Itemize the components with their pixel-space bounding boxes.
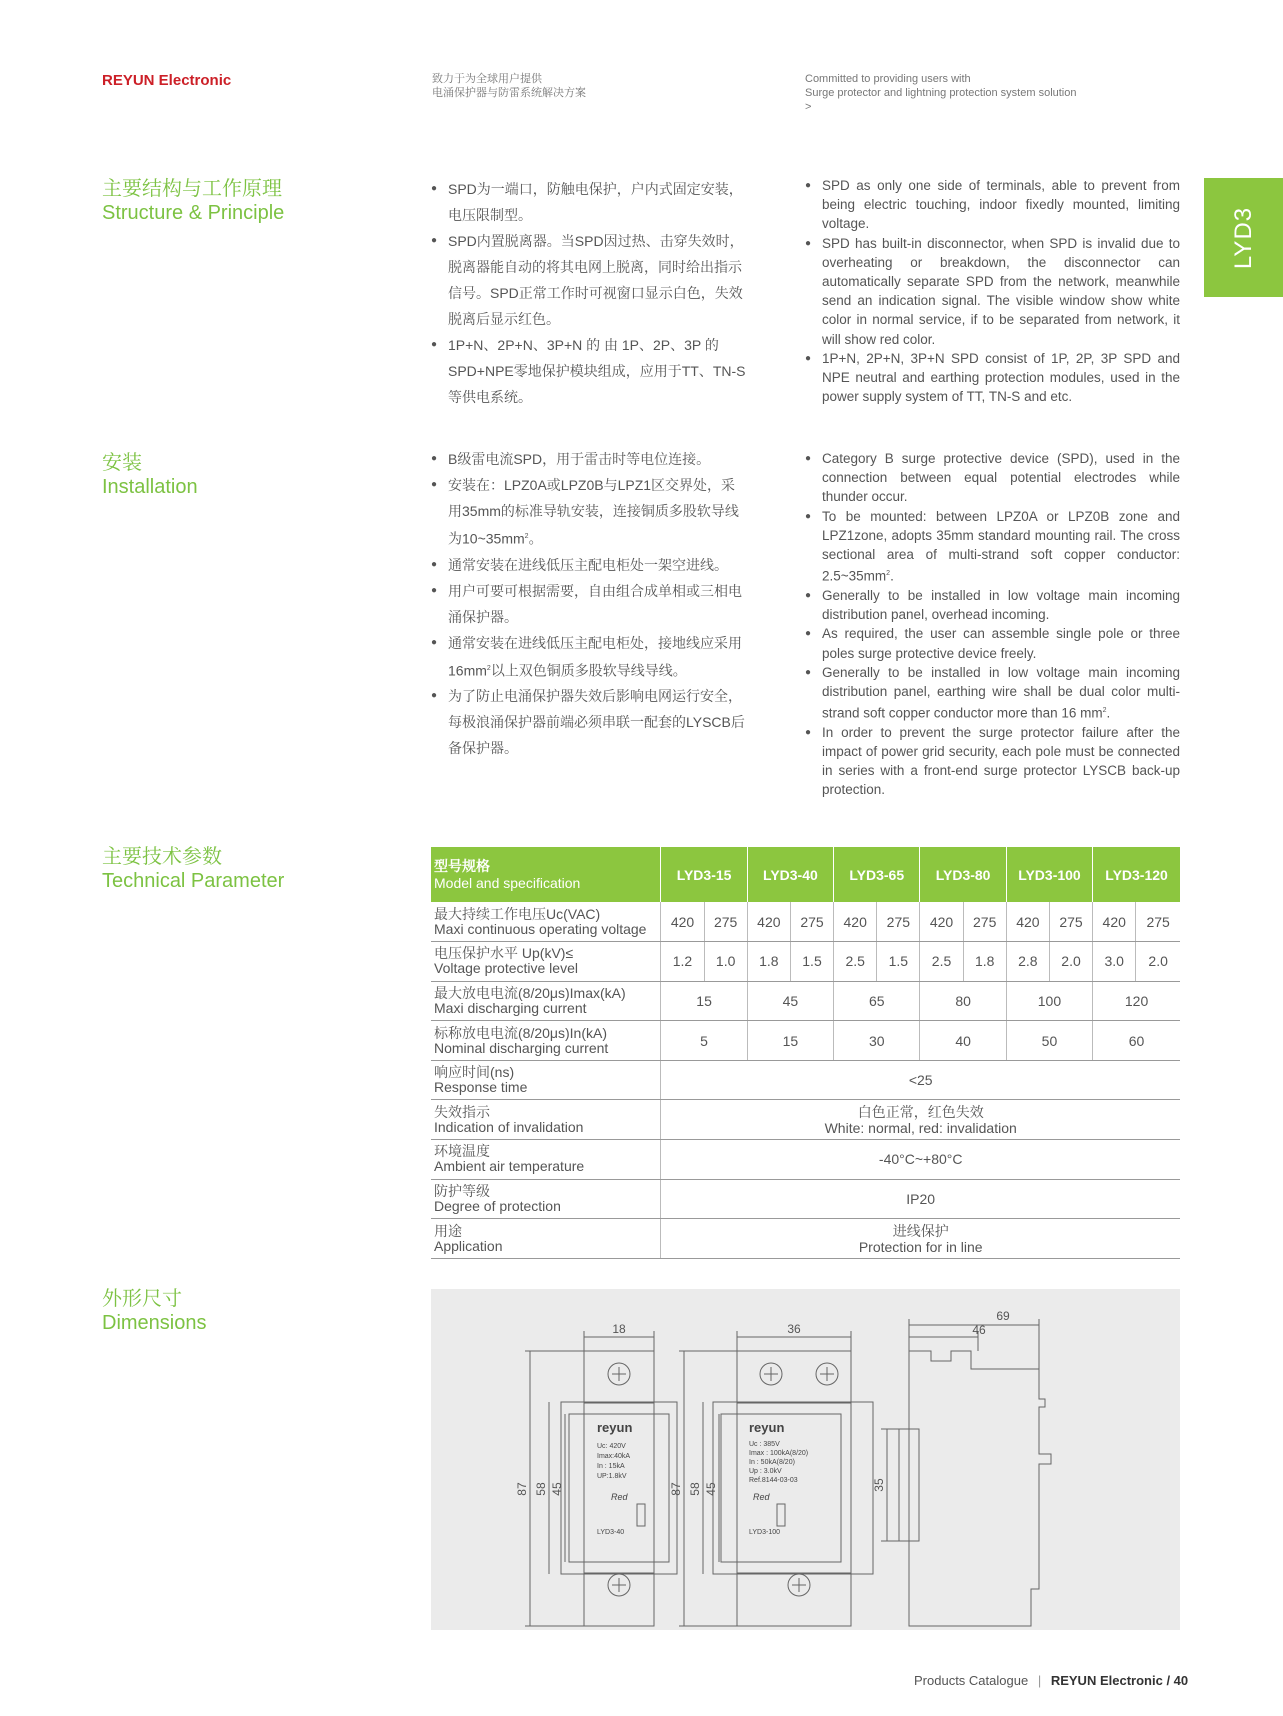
model-header: LYD3-15 bbox=[661, 847, 747, 902]
brand-name: REYUN Electronic bbox=[102, 72, 232, 89]
table-cell: 2.0 bbox=[1049, 942, 1092, 982]
list-item: ● In order to prevent the surge protector failure after the impact of power grid security, each pole must be connected in series with a front-end surge protector LYSCB back-up protection. bbox=[805, 723, 1180, 800]
product-side-tab bbox=[1204, 178, 1283, 297]
table-cell: 275 bbox=[877, 902, 920, 942]
technical-parameter-table bbox=[431, 847, 1180, 1259]
table-cell: <25 bbox=[661, 1060, 1180, 1100]
table-cell: 275 bbox=[1049, 902, 1092, 942]
table-row bbox=[431, 981, 1180, 1021]
dimensions-drawing bbox=[431, 1289, 1180, 1630]
middle-spec-line: Imax : 100kA(8/20) bbox=[749, 1450, 809, 1457]
table-cell: 100 bbox=[1006, 981, 1092, 1021]
side-tab-label: LYD3 bbox=[1229, 206, 1257, 269]
list-item: ● 用户可要可根据需要，自由组合成单相或三相电涌保护器。 bbox=[431, 578, 747, 630]
table-cell: 275 bbox=[963, 902, 1006, 942]
list-item: ● Generally to be installed in low voltage main incoming distribution panel, overhead incoming. bbox=[805, 586, 1180, 624]
spec-header: 型号规格 Model and specification bbox=[431, 847, 661, 902]
installation-cn-list bbox=[431, 446, 747, 761]
row-label: 失效指示 Indication of invalidation bbox=[431, 1100, 661, 1140]
table-row bbox=[431, 1140, 1180, 1180]
table-cell: 3.0 bbox=[1093, 942, 1136, 982]
table-cell: 45 bbox=[747, 981, 833, 1021]
dim-width-middle: 36 bbox=[787, 1322, 801, 1336]
row-label: 防护等级 Degree of protection bbox=[431, 1179, 661, 1219]
dim-rail: 35 bbox=[872, 1478, 886, 1492]
list-item: ● 1P+N、2P+N、3P+N 的 由 1P、2P、3P 的SPD+NPE零地保护模块组成，应用于TT、TN-S等供电系统。 bbox=[431, 332, 747, 410]
tagline-cn: 致力于为全球用户提供 电涌保护器与防雷系统解决方案 bbox=[432, 73, 586, 99]
table-cell: 80 bbox=[920, 981, 1006, 1021]
row-label: 响应时间(ns) Response time bbox=[431, 1060, 661, 1100]
dimension-drawing-svg bbox=[431, 1289, 1180, 1630]
structure-en-list bbox=[805, 176, 1180, 406]
left-red-label: Red bbox=[611, 1492, 628, 1502]
table-cell: 420 bbox=[661, 902, 704, 942]
list-item: ● SPD has built-in disconnector, when SPD is invalid due to overheating or breakdown, the disconnector can automatically separate SPD from the network, meanwhile send an indication signal. The visible window show white color in normal service, if to be separated from network, it will show red color. bbox=[805, 234, 1180, 349]
table-cell: 420 bbox=[834, 902, 877, 942]
list-item: ● Generally to be installed in low voltage main incoming distribution panel, earthing wire shall be dual color multi-strand soft copper conductor more than 16 $mm^2$. bbox=[805, 663, 1180, 723]
table-row bbox=[431, 1021, 1180, 1061]
table-cell: 2.8 bbox=[1006, 942, 1049, 982]
list-item: ● SPD as only one side of terminals, able to prevent from being electric touching, indoor fixedly mounted, limiting voltage. bbox=[805, 176, 1180, 234]
table-cell: 30 bbox=[834, 1021, 920, 1061]
table-cell: 420 bbox=[747, 902, 790, 942]
table-cell: 420 bbox=[920, 902, 963, 942]
table-cell: 60 bbox=[1093, 1021, 1180, 1061]
section-title-technical: 主要技术参数 Technical Parameter bbox=[102, 846, 285, 892]
dim-h2-left: 58 bbox=[534, 1482, 548, 1496]
table-cell: IP20 bbox=[661, 1179, 1180, 1219]
middle-red-label: Red bbox=[753, 1492, 770, 1502]
dim-depth1: 69 bbox=[996, 1309, 1010, 1323]
page-footer: Products Catalogue | REYUN Electronic / 40 bbox=[914, 1673, 1189, 1688]
table-cell: 1.8 bbox=[747, 942, 790, 982]
list-item: ● 通常安装在进线低压主配电柜处一架空进线。 bbox=[431, 552, 747, 578]
table-cell: 420 bbox=[1006, 902, 1049, 942]
row-label: 环境温度 Ambient air temperature bbox=[431, 1140, 661, 1180]
dim-h3-middle: 45 bbox=[704, 1482, 718, 1496]
dim-h1-left: 87 bbox=[515, 1482, 529, 1496]
table-cell: 2.0 bbox=[1136, 942, 1180, 982]
list-item: ● As required, the user can assemble single pole or three poles surge protective device freely. bbox=[805, 624, 1180, 662]
table-cell: 275 bbox=[790, 902, 833, 942]
dim-depth2: 46 bbox=[972, 1323, 986, 1337]
middle-spec-line: In : 50kA(8/20) bbox=[749, 1459, 795, 1466]
table-cell: 275 bbox=[704, 902, 747, 942]
table-cell: 120 bbox=[1093, 981, 1180, 1021]
list-item: ● 通常安装在进线低压主配电柜处，接地线应采用$16mm^2$以上双色铜质多股软导线导线。 bbox=[431, 630, 747, 684]
model-header: LYD3-80 bbox=[920, 847, 1006, 902]
list-item: ● To be mounted: between LPZ0A or LPZ0B zone and LPZ1zone, adopts 35mm standard mounting rail. The cross sectional area of multi-strand soft copper conductor: $2.5\sim 35mm^2$. bbox=[805, 507, 1180, 586]
table-row bbox=[431, 902, 1180, 942]
table-cell: 65 bbox=[834, 981, 920, 1021]
left-brand-logo: reyun bbox=[597, 1420, 633, 1435]
list-item: ● 1P+N, 2P+N, 3P+N SPD consist of 1P, 2P, 3P SPD and NPE neutral and earthing protection modules, used in the power supply system of TT, TN-S and etc. bbox=[805, 349, 1180, 407]
table-cell: 15 bbox=[661, 981, 747, 1021]
list-item: ● 为了防止电涌保护器失效后影响电网运行安全，每极浪涌保护器前端必须串联一配套的LYSCB后备保护器。 bbox=[431, 683, 747, 761]
middle-spec-line: Up : 3.0kV bbox=[749, 1468, 782, 1475]
table-row bbox=[431, 1100, 1180, 1140]
side-view-outline bbox=[909, 1351, 1051, 1626]
table-row bbox=[431, 1179, 1180, 1219]
section-title-installation: 安装 Installation bbox=[102, 452, 198, 498]
table-cell: 2.5 bbox=[834, 942, 877, 982]
model-header: LYD3-65 bbox=[834, 847, 920, 902]
table-cell: 1.0 bbox=[704, 942, 747, 982]
middle-spec-line: Uc : 385V bbox=[749, 1441, 780, 1448]
table-cell: 2.5 bbox=[920, 942, 963, 982]
table-header-row bbox=[431, 847, 1180, 902]
table-cell: 白色正常，红色失效 White: normal, red: invalidation bbox=[661, 1100, 1180, 1140]
table-cell: -40°C~+80°C bbox=[661, 1140, 1180, 1180]
list-item: ● SPD内置脱离器。当SPD因过热、击穿失效时，脱离器能自动的将其电网上脱离，同时给出指示信号。SPD正常工作时可视窗口显示白色，失效脱离后显示红色。 bbox=[431, 228, 747, 332]
section-title-structure: 主要结构与工作原理 Structure & Principle bbox=[102, 178, 285, 224]
row-label: 电压保护水平 Up(kV)≤ Voltage protective level bbox=[431, 942, 661, 982]
table-cell: 15 bbox=[747, 1021, 833, 1061]
table-cell: 275 bbox=[1136, 902, 1180, 942]
installation-en-list bbox=[805, 449, 1180, 800]
table-cell: 1.5 bbox=[877, 942, 920, 982]
row-label: 标称放电电流(8/20μs)In(kA) Nominal discharging current bbox=[431, 1021, 661, 1061]
list-item: ● B级雷电流SPD，用于雷击时等电位连接。 bbox=[431, 446, 747, 472]
table-cell: 1.5 bbox=[790, 942, 833, 982]
structure-cn-list bbox=[431, 176, 747, 410]
table-row bbox=[431, 942, 1180, 982]
middle-model-label: LYD3-100 bbox=[749, 1529, 781, 1536]
table-cell: 50 bbox=[1006, 1021, 1092, 1061]
table-cell: 进线保护 Protection for in line bbox=[661, 1219, 1180, 1259]
model-header: LYD3-100 bbox=[1006, 847, 1092, 902]
list-item: ● SPD为一端口，防触电保护，户内式固定安装，电压限制型。 bbox=[431, 176, 747, 228]
left-spec-line: In : 15kA bbox=[597, 1463, 625, 1470]
left-model-label: LYD3-40 bbox=[597, 1529, 625, 1536]
tagline-arrow[interactable]: > bbox=[805, 101, 812, 113]
model-header: LYD3-40 bbox=[747, 847, 833, 902]
middle-brand-logo: reyun bbox=[749, 1420, 785, 1435]
dim-h1-middle: 87 bbox=[669, 1482, 683, 1496]
model-header: LYD3-120 bbox=[1093, 847, 1180, 902]
table-row bbox=[431, 1060, 1180, 1100]
section-title-dimensions: 外形尺寸 Dimensions bbox=[102, 1288, 207, 1334]
middle-spec-line: Ref.8144-03-03 bbox=[749, 1477, 798, 1484]
dim-h3-left: 45 bbox=[550, 1482, 564, 1496]
table-cell: 1.2 bbox=[661, 942, 704, 982]
row-label: 用途 Application bbox=[431, 1219, 661, 1259]
dim-h2-middle: 58 bbox=[688, 1482, 702, 1496]
table-row bbox=[431, 1219, 1180, 1259]
left-spec-line: UP:1.8kV bbox=[597, 1473, 627, 1480]
table-cell: 40 bbox=[920, 1021, 1006, 1061]
tagline-en: Committed to providing users with Surge protector and lightning protection system solution > bbox=[805, 73, 1077, 113]
row-label: 最大持续工作电压Uc(VAC) Maxi continuous operating voltage bbox=[431, 902, 661, 942]
dim-width-left: 18 bbox=[612, 1322, 626, 1336]
left-spec-line: Uc: 420V bbox=[597, 1443, 626, 1450]
left-spec-line: Imax:40kA bbox=[597, 1453, 631, 1460]
table-cell: 1.8 bbox=[963, 942, 1006, 982]
table-cell: 420 bbox=[1093, 902, 1136, 942]
list-item: ● Category B surge protective device (SPD), used in the connection between equal potential electrodes while thunder occur. bbox=[805, 449, 1180, 507]
row-label: 最大放电电流(8/20μs)Imax(kA) Maxi discharging current bbox=[431, 981, 661, 1021]
list-item: ● 安装在：LPZ0A或LPZ0B与LPZ1区交界处，采用35mm的标准导轨安装，连接铜质多股软导线为$10\sim 35mm^2$。 bbox=[431, 472, 747, 552]
table-cell: 5 bbox=[661, 1021, 747, 1061]
